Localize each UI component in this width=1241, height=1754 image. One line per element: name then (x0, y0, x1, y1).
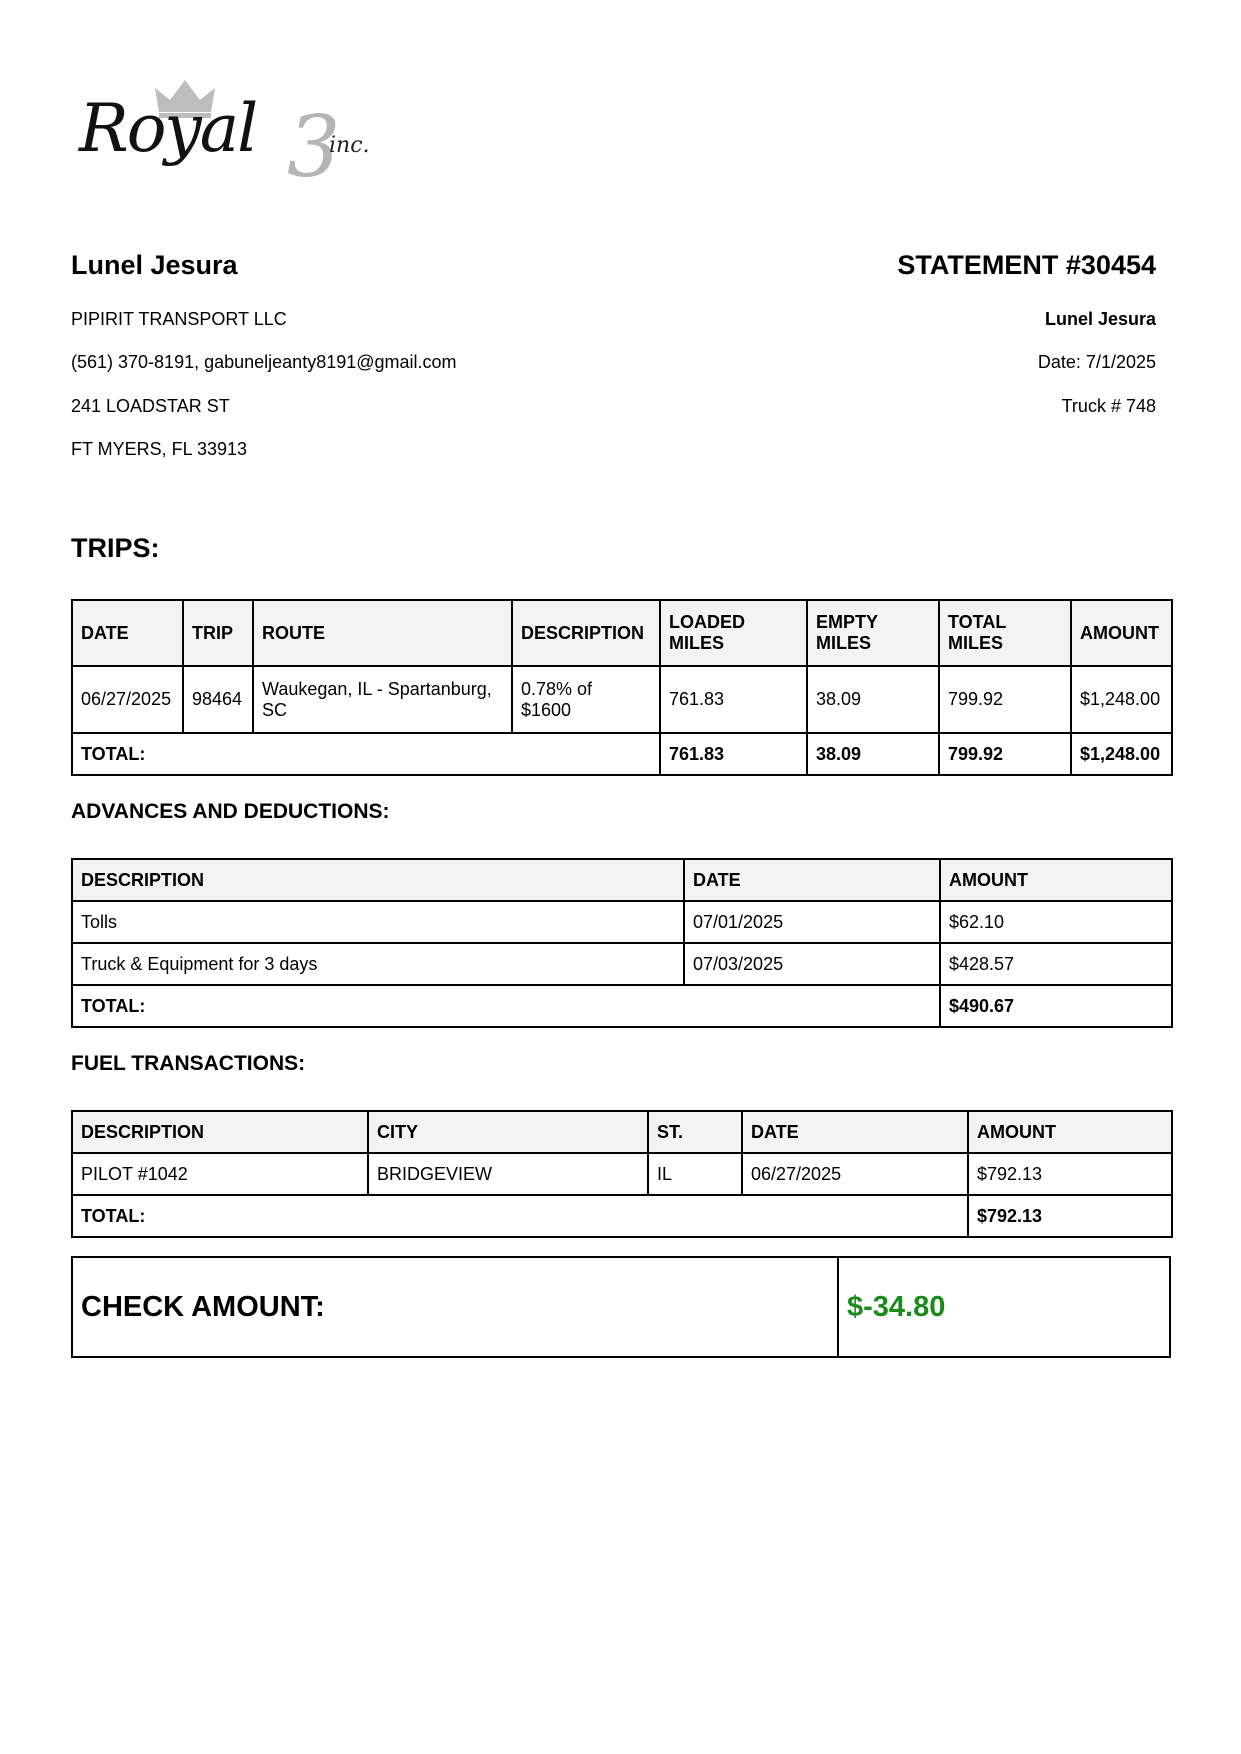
trips-total-empty: 38.09 (807, 733, 939, 775)
advances-table (71, 858, 1173, 1028)
col-description: DESCRIPTION (512, 600, 660, 666)
check-amount-box (71, 1256, 1171, 1358)
deduction-date: 07/01/2025 (684, 901, 940, 943)
fuel-table (71, 1110, 1173, 1238)
col-amount: AMOUNT (968, 1111, 1172, 1153)
fuel-total-amount: $792.13 (968, 1195, 1172, 1237)
trips-total-label: TOTAL: (72, 733, 660, 775)
table-row (72, 1153, 1172, 1195)
trip-number: 98464 (183, 666, 253, 733)
deduction-amount: $62.10 (940, 901, 1172, 943)
trips-header-row (72, 600, 1172, 666)
check-amount-value: $-34.80 (847, 1290, 946, 1323)
col-empty-miles: EMPTY MILES (807, 600, 939, 666)
deduction-description: Tolls (72, 901, 684, 943)
logo-suffix: inc. (329, 133, 370, 158)
table-row (72, 943, 1172, 985)
company-name: PIPIRIT TRANSPORT LLC (71, 309, 287, 329)
trip-total-miles: 799.92 (939, 666, 1071, 733)
table-row (72, 666, 1172, 733)
deduction-amount: $428.57 (940, 943, 1172, 985)
table-row (72, 901, 1172, 943)
trips-table (71, 599, 1173, 776)
fuel-total-label: TOTAL: (72, 1195, 968, 1237)
check-amount-label: CHECK AMOUNT: (73, 1258, 839, 1356)
col-amount: AMOUNT (940, 859, 1172, 901)
trip-date: 06/27/2025 (72, 666, 183, 733)
col-loaded-miles: LOADED MILES (660, 600, 807, 666)
logo-number: 3 (287, 98, 341, 196)
fuel-city: BRIDGEVIEW (368, 1153, 648, 1195)
advances-title: ADVANCES AND DEDUCTIONS: (71, 800, 390, 823)
company-logo (79, 78, 399, 198)
driver-name: Lunel Jesura (71, 250, 238, 280)
advances-total-row (72, 985, 1172, 1027)
col-city: CITY (368, 1111, 648, 1153)
statement-title: STATEMENT #30454 (897, 250, 1156, 280)
trip-route: Waukegan, IL - Spartanburg, SC (253, 666, 512, 733)
statement-driver-name: Lunel Jesura (1044, 309, 1156, 329)
fuel-date: 06/27/2025 (742, 1153, 968, 1195)
trips-total-loaded: 761.83 (660, 733, 807, 775)
trips-total-row (72, 733, 1172, 775)
trips-title: TRIPS: (71, 533, 160, 563)
col-total-miles: TOTAL MILES (939, 600, 1071, 666)
trips-total-miles: 799.92 (939, 733, 1071, 775)
fuel-title: FUEL TRANSACTIONS: (71, 1052, 306, 1075)
logo-wordmark: Royal (79, 90, 257, 167)
address-line-1: 241 LOADSTAR ST (71, 396, 230, 416)
advances-header-row (72, 859, 1172, 901)
col-date: DATE (742, 1111, 968, 1153)
truck-number: Truck # 748 (1061, 396, 1156, 416)
col-state: ST. (648, 1111, 742, 1153)
contact-info: (561) 370-8191, gabuneljeanty8191@gmail.com (71, 352, 457, 372)
trip-loaded-miles: 761.83 (660, 666, 807, 733)
col-trip: TRIP (183, 600, 253, 666)
fuel-total-row (72, 1195, 1172, 1237)
fuel-state: IL (648, 1153, 742, 1195)
statement-date: Date: 7/1/2025 (1037, 352, 1156, 372)
fuel-amount: $792.13 (968, 1153, 1172, 1195)
trips-total-amount: $1,248.00 (1071, 733, 1172, 775)
col-date: DATE (72, 600, 183, 666)
trip-amount: $1,248.00 (1071, 666, 1172, 733)
col-date: DATE (684, 859, 940, 901)
fuel-header-row (72, 1111, 1172, 1153)
col-description: DESCRIPTION (72, 1111, 368, 1153)
fuel-description: PILOT #1042 (72, 1153, 368, 1195)
col-amount: AMOUNT (1071, 600, 1172, 666)
col-description: DESCRIPTION (72, 859, 684, 901)
trip-description: 0.78% of $1600 (512, 666, 660, 733)
deduction-description: Truck & Equipment for 3 days (72, 943, 684, 985)
advances-total-amount: $490.67 (940, 985, 1172, 1027)
advances-total-label: TOTAL: (72, 985, 940, 1027)
trip-empty-miles: 38.09 (807, 666, 939, 733)
col-route: ROUTE (253, 600, 512, 666)
deduction-date: 07/03/2025 (684, 943, 940, 985)
address-line-2: FT MYERS, FL 33913 (71, 439, 248, 459)
